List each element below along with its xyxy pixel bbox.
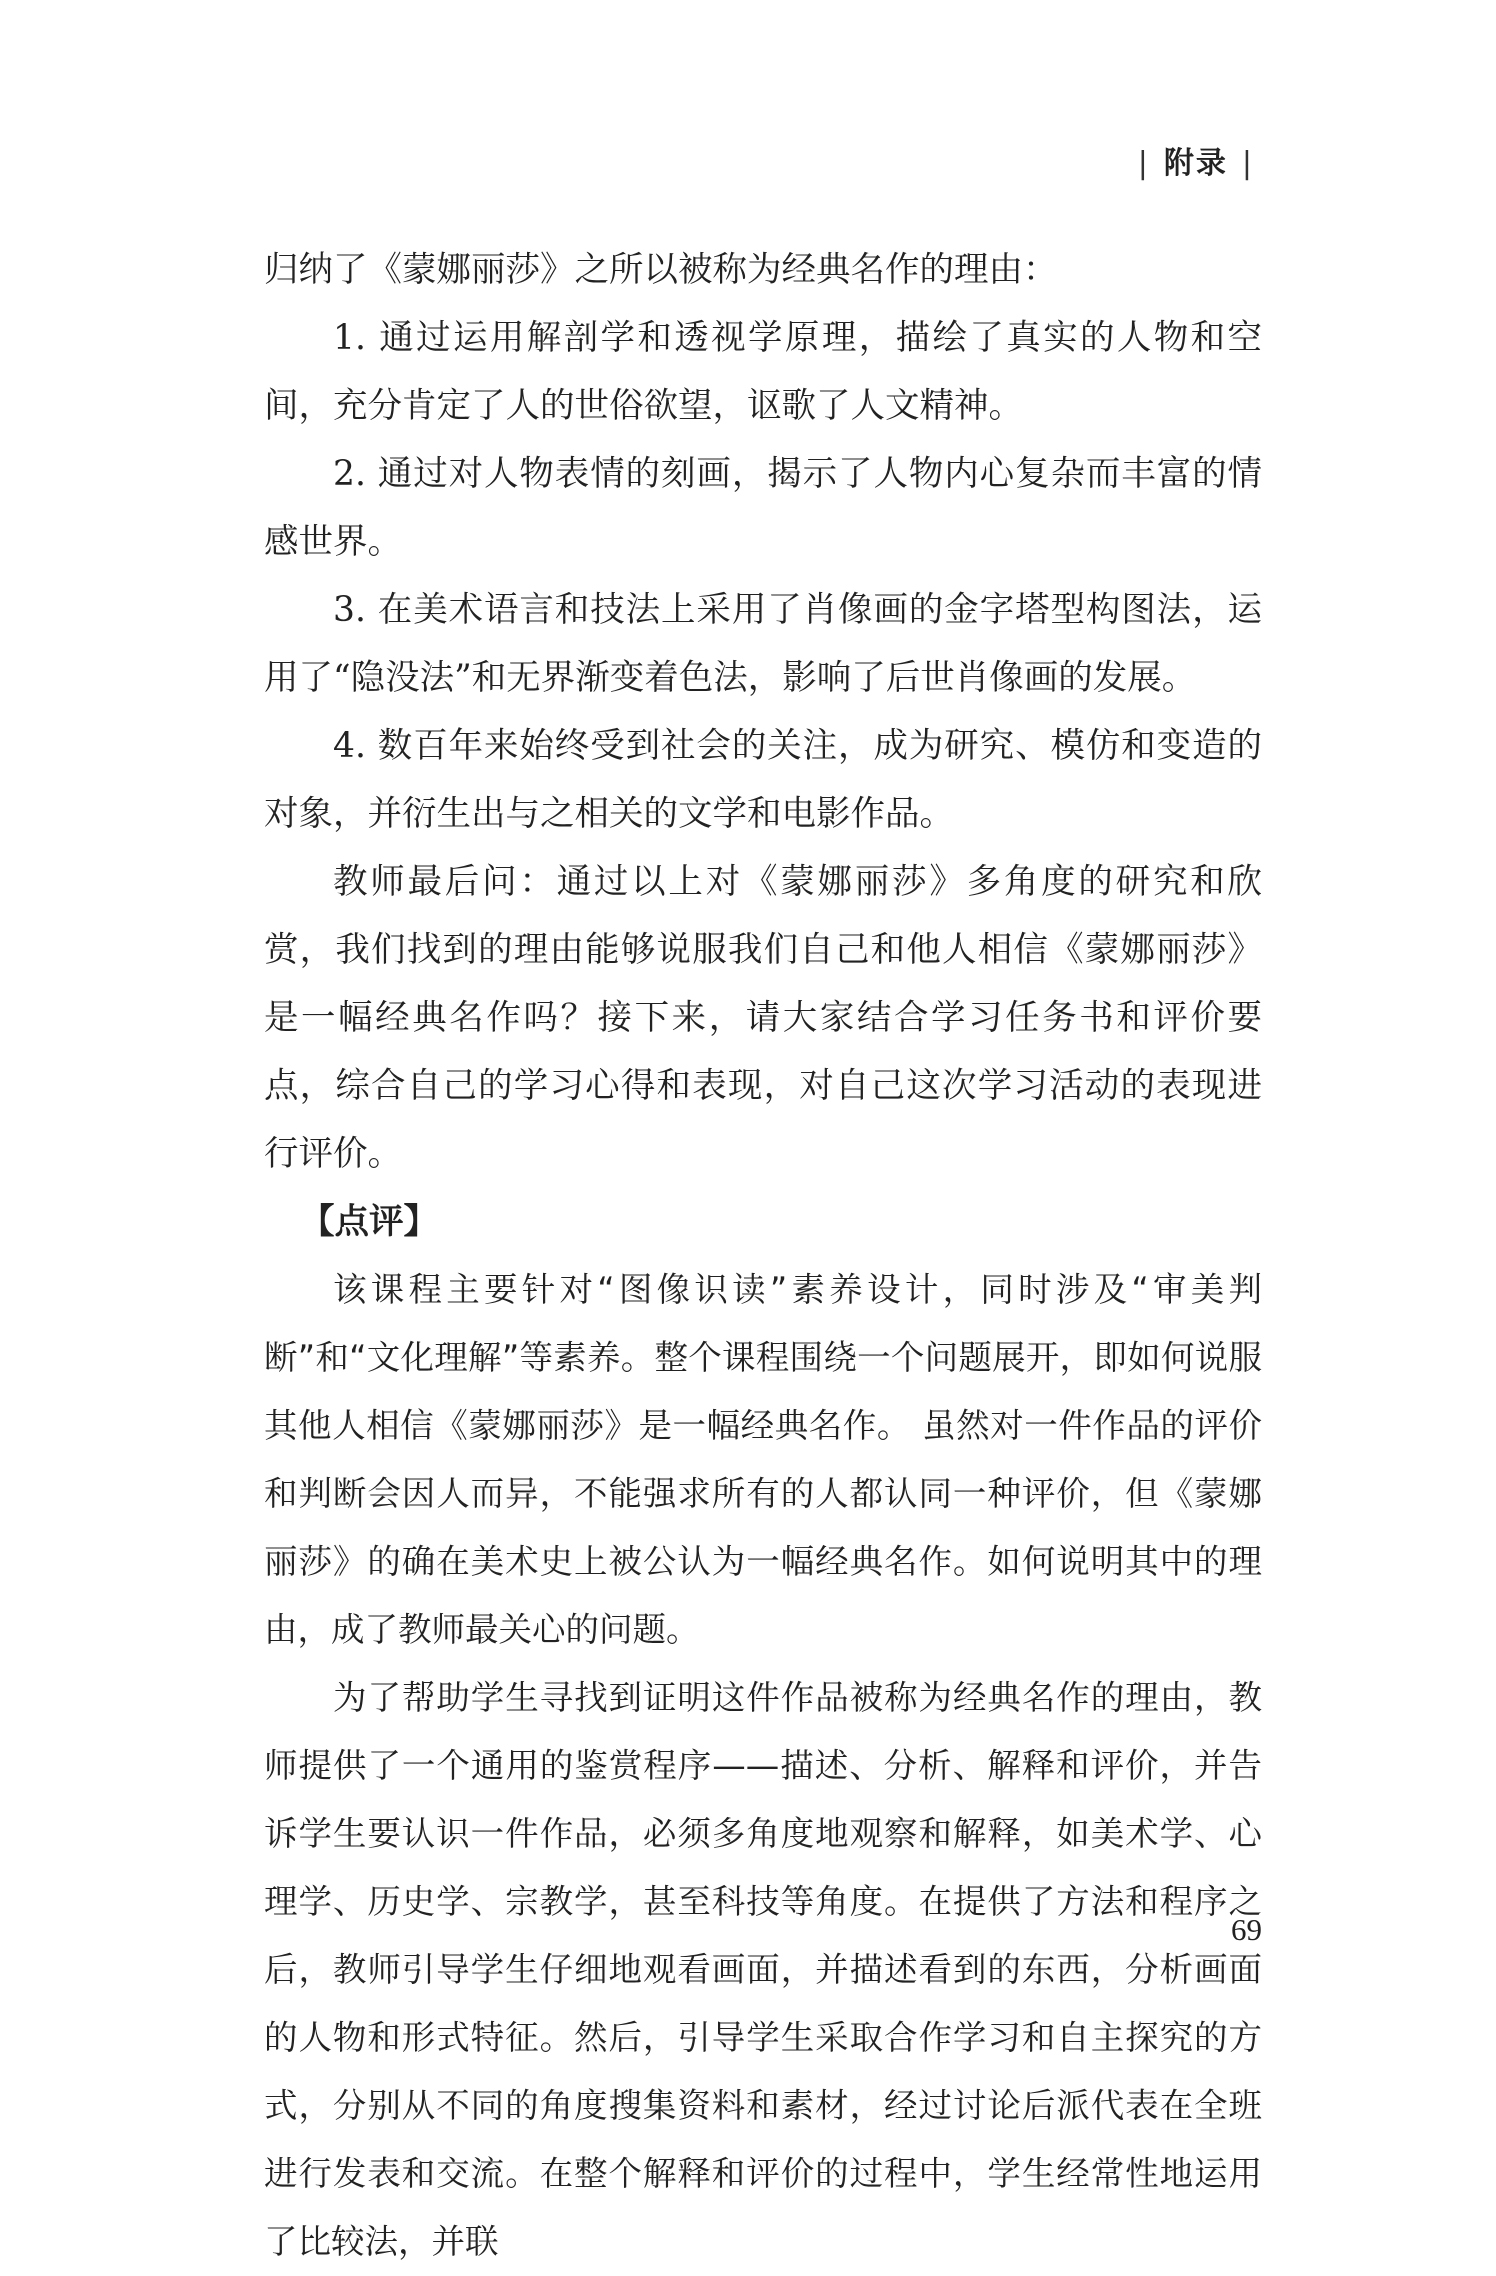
paragraph-reason-4: 4. 数百年来始终受到社会的关注，成为研究、模仿和变造的对象，并衍生出与之相关的文学和电影作品。 — [264, 726, 1262, 834]
paragraph-reason-2: 2. 通过对人物表情的刻画，揭示了人物内心复杂而丰富的情感世界。 — [264, 454, 1262, 562]
header-right-bar: | — [1241, 146, 1254, 181]
commentary-paragraph-1: 该课程主要针对“图像识读”素养设计，同时涉及“审美判断”和“文化理解”等素养。整个课程围绕一个问题展开，即如何说服其他人相信《蒙娜丽莎》是一幅经典名作。 虽然对一件作品的评价和判断会因人而异，不能强求所有的人都认同一种评价，但《蒙娜丽莎》的确在美术史上被公认为一幅经典名作。如何说明其中的理由，成了教师最关心的问题。 — [264, 1270, 1262, 1649]
header-left-bar: | — [1137, 146, 1150, 181]
paragraph-reason-1: 1. 通过运用解剖学和透视学原理，描绘了真实的人物和空间，充分肯定了人的世俗欲望，讴歌了人文精神。 — [264, 318, 1262, 426]
page-content — [264, 236, 1262, 2276]
commentary-paragraph-2: 为了帮助学生寻找到证明这件作品被称为经典名作的理由，教师提供了一个通用的鉴赏程序——描述、分析、解释和评价，并告诉学生要认识一件作品，必须多角度地观察和解释，如美术学、心理学、历史学、宗教学，甚至科技等角度。在提供了方法和程序之后，教师引导学生仔细地观看画面，并描述看到的东西，分析画面的人物和形式特征。然后，引导学生采取合作学习和自主探究的方式，分别从不同的角度搜集资料和素材，经过讨论后派代表在全班进行发表和交流。在整个解释和评价的过程中，学生经常性地运用了比较法，并联 — [264, 1678, 1262, 2261]
section-heading-commentary: 【点评】 — [300, 1202, 438, 1242]
header-title: 附录 — [1163, 146, 1228, 181]
paragraph-reason-3: 3. 在美术语言和技法上采用了肖像画的金字塔型构图法，运用了“隐没法”和无界渐变着色法，影响了后世肖像画的发展。 — [264, 590, 1262, 698]
paragraph-continuation: 归纳了《蒙娜丽莎》之所以被称为经典名作的理由： — [264, 250, 1058, 290]
page-number: 69 — [1231, 1912, 1262, 1947]
paragraph-teacher-question: 教师最后问：通过以上对《蒙娜丽莎》多角度的研究和欣赏，我们找到的理由能够说服我们自己和他人相信《蒙娜丽莎》是一幅经典名作吗？接下来，请大家结合学习任务书和评价要点，综合自己的学习心得和表现，对自己这次学习活动的表现进行评价。 — [264, 862, 1262, 1174]
running-header — [1124, 138, 1268, 182]
